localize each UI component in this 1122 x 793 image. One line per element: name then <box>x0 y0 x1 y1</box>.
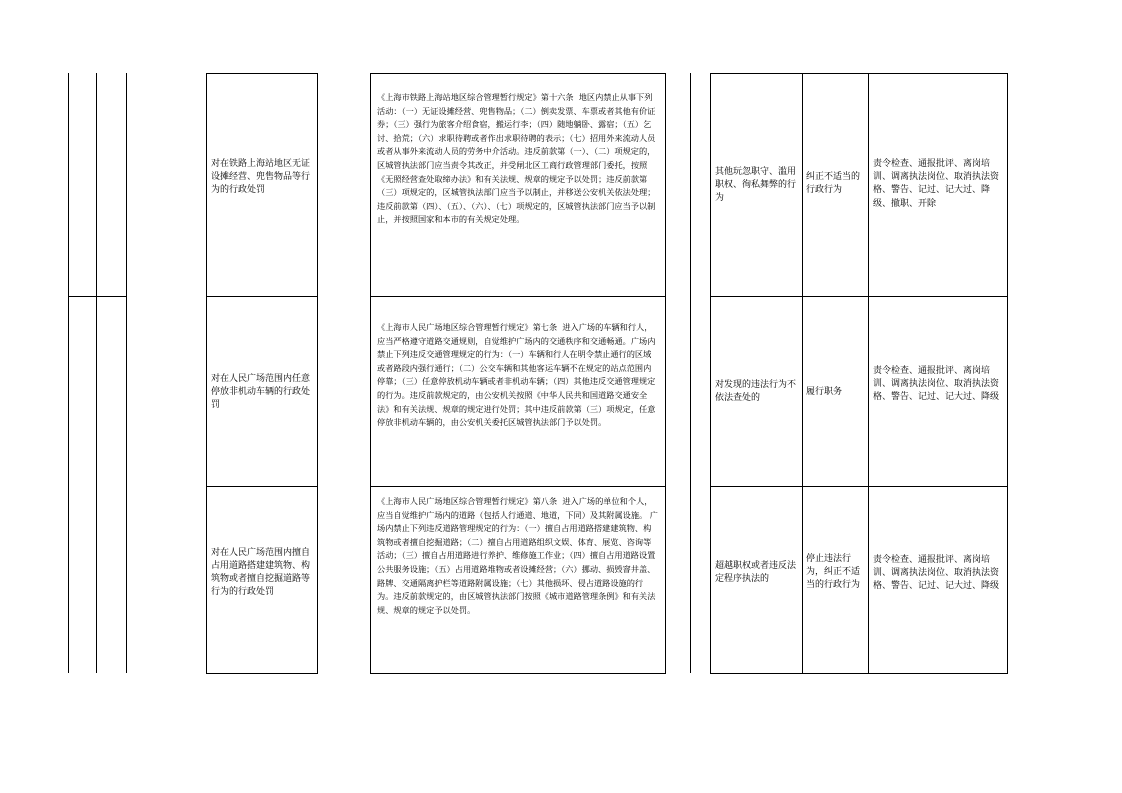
result-text: 履行职务 <box>806 387 843 397</box>
situation-text: 超越职权或者违反法定程序执法的 <box>715 561 797 584</box>
table-left-rule-4 <box>690 73 691 673</box>
item-text: 对在人民广场范围内任意停放非机动车辆的行政处罚 <box>211 374 311 410</box>
situation-text: 其他玩忽职守、滥用职权、徇私舞弊的行为 <box>715 167 797 203</box>
law-text: 《上海市人民广场地区综合管理暂行规定》第八条 进入广场的单位和个人，应当自觉维护广场内的道路（包括人行通道、地道，下同）及其附属设施。 广场内禁止下列违反道路管理规定的行为：（一）擅自占用道路搭建建筑物、构筑物或者擅自挖掘道路；（二）擅自占用道路组织文娱、体育、展览、咨询等活动；（三）擅自占用道路进行养护、维修施工作业；（四）擅自占用道路设置公共服务设施；（五）占用道路堆物或者设摊经营；（六）挪动、损毁窨井盖、路牌、交通隔离护栏等道路附属设施；（七）其他损坏、侵占道路设施的行为。违反前款规定的，由区城管执法部门按照《城市道路管理条例》和有关法规、规章的规定予以处罚。 <box>377 496 658 615</box>
result-text: 停止违法行为，纠正不适当的行政行为 <box>806 554 861 590</box>
table-left-rule-3 <box>126 73 127 673</box>
item-text: 对在铁路上海站地区无证设摊经营、兜售物品等行为的行政处罚 <box>211 159 311 195</box>
penalty-text: 责令检查、通报批评、离岗培训、调离执法岗位、取消执法资格、警告、记过、记大过、降级 <box>873 366 1000 403</box>
law-text: 《上海市铁路上海站地区综合管理暂行规定》第十六条 地区内禁止从事下列活动：（一）无证设摊经营、兜售物品；（二）倒卖发票、车票或者其他有价证券；（三）强行为旅客介绍食宿，搬运行李；（四）随地躺卧、露宿；（五）乞讨、拾荒；（六）求职待聘或者作出求职待聘的表示；（七）招用外来流动人员或者从事外来流动人员的劳务中介活动。违反前款第（一）、（二）项规定的，区城管执法部门应当责令其改正，并受闸北区工商行政管理部门委托，按照《无照经营查处取缔办法》和有关法规、规章的规定予以处罚；违反前款第（三）项规定的，区城管执法部门应当予以制止，并移送公安机关依法处理；违反前款第（四）、（五）、（六）、（七）项规定的，区城管执法部门应当予以制止，并按照国家和本市的有关规定处理。 <box>377 92 656 225</box>
penalty-text: 责令检查、通报批评、离岗培训、调离执法岗位、取消执法资格、警告、记过、记大过、降级、撤职、开除 <box>873 159 1000 209</box>
table-left-rule-1 <box>68 73 69 673</box>
situation-text: 对发现的违法行为不依法查处的 <box>715 380 797 403</box>
result-text: 纠正不适当的行政行为 <box>806 172 861 195</box>
law-text: 《上海市人民广场地区综合管理暂行规定》第七条 进入广场的车辆和行人，应当严格遵守道路交通规则，自觉维护广场内的交通秩序和交通畅通。广场内禁止下列违反交通管理规定的行为：（一）车辆和行人在明令禁止通行的区域或者路段内强行通行；（二）公交车辆和其他客运车辆不在规定的站点范围内停靠；（三）任意停放机动车辆或者非机动车辆；（四）其他违反交通管理规定的行为。违反前款规定的，由公安机关按照《中华人民共和国道路交通安全法》和有关法规、规章的规定进行处罚；其中违反前款第（三）项规定，任意停放非机动车辆的，由公安机关委托区城管执法部门予以处罚。 <box>377 322 656 428</box>
row-divider <box>68 296 126 297</box>
item-text: 对在人民广场范围内擅自占用道路搭建建筑物、构筑物或者擅自挖掘道路等行为的行政处罚 <box>211 548 311 597</box>
table-left-rule-2 <box>96 73 97 673</box>
penalty-text: 责令检查、通报批评、离岗培训、调离执法岗位、取消执法资格、警告、记过、记大过、降级 <box>873 555 1000 592</box>
